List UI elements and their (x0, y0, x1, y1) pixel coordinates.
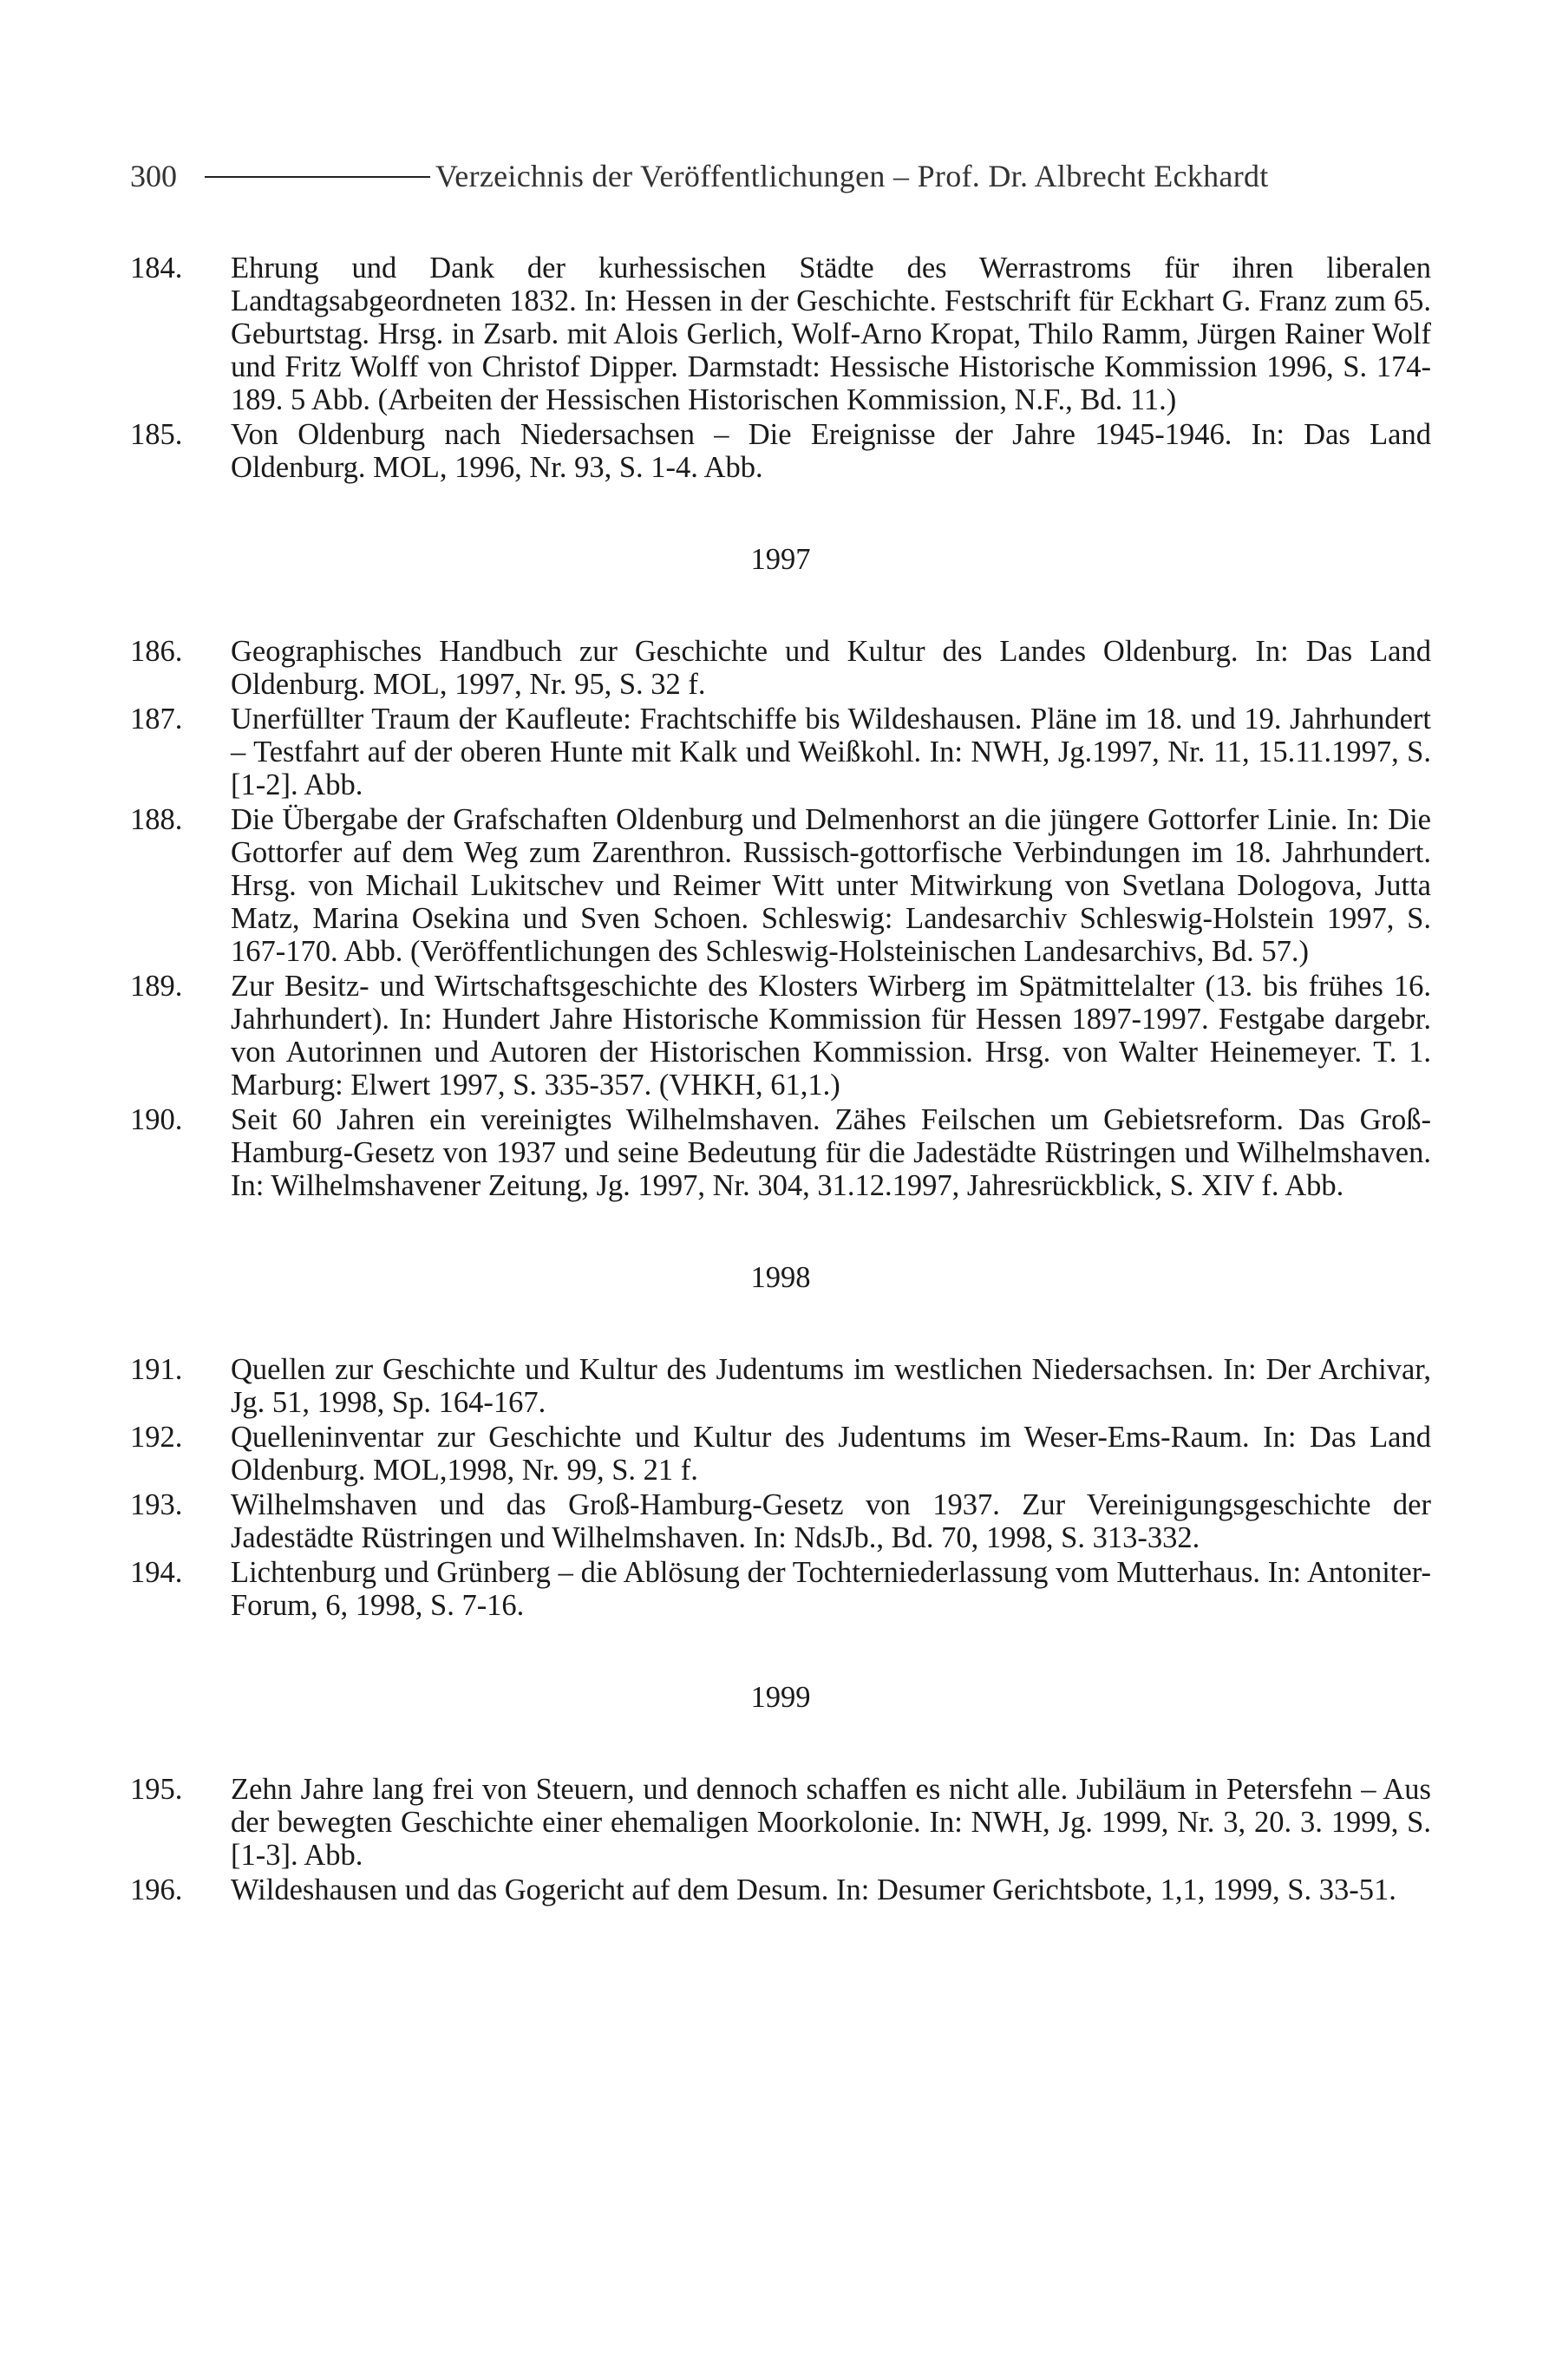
entry-number: 184. (130, 252, 183, 284)
entry-number: 188. (130, 803, 183, 836)
bibliography-entry (130, 635, 1431, 701)
page-header (130, 158, 1431, 210)
entry-number: 189. (130, 970, 183, 1003)
bibliography-entry (130, 252, 1431, 416)
entry-text: Ehrung und Dank der kurhessischen Städte des Werrastroms für ihren liberalen Landtagsabgeordneten 1832. In: Hessen in der Geschichte. Festschrift für Eckhart G. Franz zum 65. Geburtstag. Hrsg. in Zsarb. mit Alois Gerlich, Wolf-Arno Kropat, Thilo Ramm, Jürgen Rainer Wolf und Fritz Wolff von Christof Dipper. Darmstadt: Hessische Historische Kommission 1996, S. 174-189. 5 Abb. (Arbeiten der Hessischen Historischen Kommission, N.F., Bd. 11.) (231, 252, 1431, 416)
entry-number: 186. (130, 635, 183, 668)
year-heading: 1998 (750, 1261, 811, 1294)
running-title: Verzeichnis der Veröffentlichungen – Prof. Dr. Albrecht Eckhardt (435, 159, 1269, 193)
page-number: 300 (130, 159, 177, 193)
entry-number: 187. (130, 703, 183, 736)
bibliography-entry (130, 1353, 1431, 1419)
entry-text: Quelleninventar zur Geschichte und Kultur des Judentums im Weser-Ems-Raum. In: Das Land Oldenburg. MOL,1998, Nr. 99, S. 21 f. (231, 1421, 1431, 1487)
entry-number: 191. (130, 1353, 183, 1386)
entry-text: Unerfüllter Traum der Kaufleute: Frachtschiffe bis Wildeshausen. Pläne im 18. und 19. Jahrhundert – Testfahrt auf der oberen Hunte mit Kalk und Weißkohl. In: NWH, Jg.1997, Nr. 11, 15.11.1997, S. [1-2]. Abb. (231, 703, 1431, 801)
bibliography-entry (130, 1556, 1431, 1622)
bibliography-entry (130, 1421, 1431, 1487)
entry-text: Seit 60 Jahren ein vereinigtes Wilhelmshaven. Zähes Feilschen um Gebietsreform. Das Groß-Hamburg-Gesetz von 1937 und seine Bedeutung für die Jadestädte Rüstringen und Wilhelmshaven. In: Wilhelmshavener Zeitung, Jg. 1997, Nr. 304, 31.12.1997, Jahresrückblick, S. XIV f. Abb. (231, 1103, 1431, 1202)
entry-text: Wilhelmshaven und das Groß-Hamburg-Gesetz von 1937. Zur Vereinigungsgeschichte der Jadestädte Rüstringen und Wilhelmshaven. In: NdsJb., Bd. 70, 1998, S. 313-332. (231, 1488, 1431, 1554)
entry-number: 196. (130, 1873, 183, 1906)
entry-text: Lichtenburg und Grünberg – die Ablösung der Tochterniederlassung vom Mutterhaus. In: Antoniter-Forum, 6, 1998, S. 7-16. (231, 1556, 1431, 1622)
entry-text: Quellen zur Geschichte und Kultur des Judentums im westlichen Niedersachsen. In: Der Archivar, Jg. 51, 1998, Sp. 164-167. (231, 1353, 1431, 1419)
bibliography-entry (130, 970, 1431, 1102)
bibliography-entry (130, 1873, 1431, 1906)
bibliography-entry (130, 418, 1431, 484)
bibliography-entry (130, 803, 1431, 968)
entry-text: Zur Besitz- und Wirtschaftsgeschichte des Klosters Wirberg im Spätmittelalter (13. bis frühes 16. Jahrhundert). In: Hundert Jahre Historische Kommission für Hessen 1897-1997. Festgabe dargebr. von Autorinnen und Autoren der Historischen Kommission. Hrsg. von Walter Heinemeyer. T. 1. Marburg: Elwert 1997, S. 335-357. (VHKH, 61,1.) (231, 970, 1431, 1102)
bibliography-entry (130, 703, 1431, 801)
entry-number: 193. (130, 1488, 183, 1521)
entry-text: Geographisches Handbuch zur Geschichte und Kultur des Landes Oldenburg. In: Das Land Oldenburg. MOL, 1997, Nr. 95, S. 32 f. (231, 635, 1431, 701)
entry-number: 190. (130, 1103, 183, 1136)
bibliography-entry (130, 1773, 1431, 1872)
entry-text: Von Oldenburg nach Niedersachsen – Die Ereignisse der Jahre 1945-1946. In: Das Land Oldenburg. MOL, 1996, Nr. 93, S. 1-4. Abb. (231, 418, 1431, 484)
bibliography-entry (130, 1488, 1431, 1554)
entry-text: Wildeshausen und das Gogericht auf dem Desum. In: Desumer Gerichtsbote, 1,1, 1999, S. 33-51. (231, 1873, 1396, 1906)
entry-number: 192. (130, 1421, 183, 1454)
bibliography-list (130, 252, 1431, 1908)
bibliography-entry (130, 1103, 1431, 1202)
entry-text: Die Übergabe der Grafschaften Oldenburg und Delmenhorst an die jüngere Gottorfer Linie. In: Die Gottorfer auf dem Weg zum Zarenthron. Russisch-gottorfische Verbindungen im 18. Jahrhundert. Hrsg. von Michail Lukitschev und Reimer Witt unter Mitwirkung von Svetlana Dologova, Jutta Matz, Marina Osekina und Sven Schoen. Schleswig: Landesarchiv Schleswig-Holstein 1997, S. 167-170. Abb. (Veröffentlichungen des Schleswig-Holsteinischen Landesarchivs, Bd. 57.) (231, 803, 1431, 968)
entry-number: 185. (130, 418, 183, 451)
entry-text: Zehn Jahre lang frei von Steuern, und dennoch schaffen es nicht alle. Jubiläum in Petersfehn – Aus der bewegten Geschichte einer ehemaligen Moorkolonie. In: NWH, Jg. 1999, Nr. 3, 20. 3. 1999, S. [1-3]. Abb. (231, 1773, 1431, 1872)
header-rule (205, 176, 430, 178)
year-heading: 1999 (750, 1681, 811, 1714)
entry-number: 194. (130, 1556, 183, 1589)
year-heading: 1997 (750, 543, 811, 576)
entry-number: 195. (130, 1773, 183, 1806)
